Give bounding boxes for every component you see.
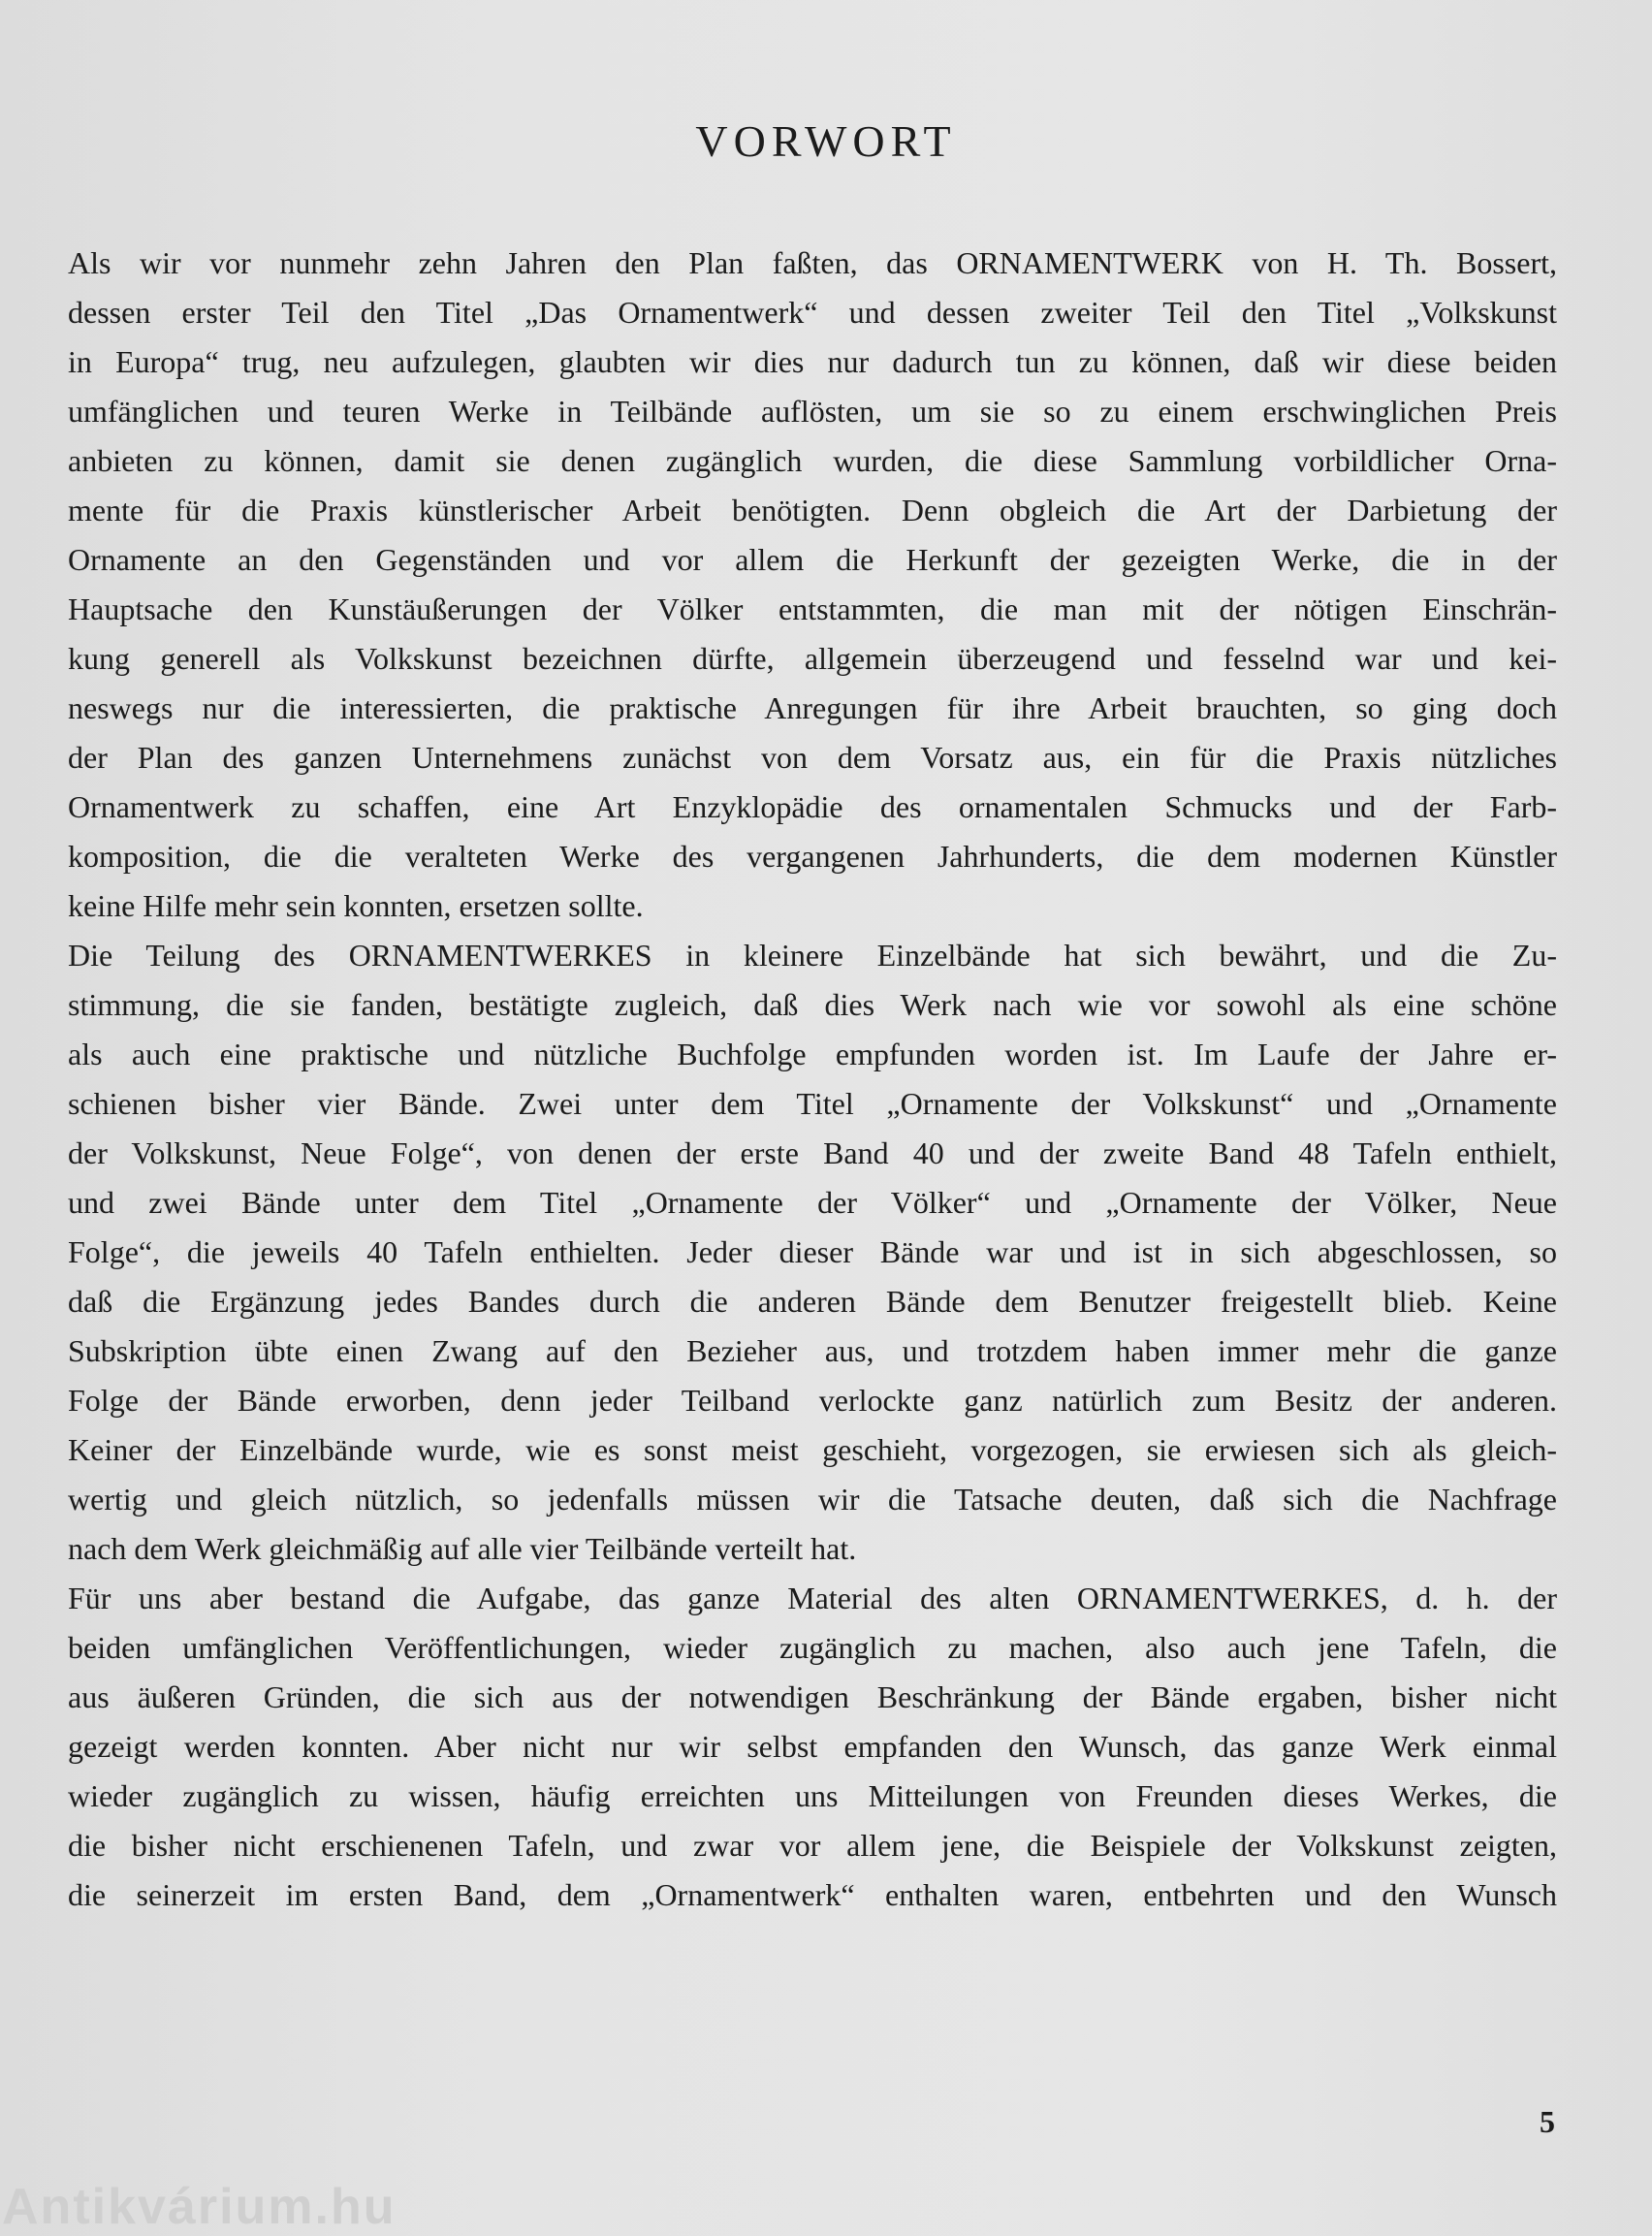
text-line: umfänglichen und teuren Werke in Teilbände auflösten, um sie so zu einem erschwinglichen Preis bbox=[68, 394, 1557, 429]
text-line: Keiner der Einzelbände wurde, wie es sonst meist geschieht, vorgezogen, sie erwiesen sich als gleich- bbox=[68, 1432, 1557, 1467]
text-line: Subskription übte einen Zwang auf den Bezieher aus, und trotzdem haben immer mehr die ganze bbox=[68, 1333, 1557, 1368]
text-line: mente für die Praxis künstlerischer Arbeit benötigten. Denn obgleich die Art der Darbietung der bbox=[68, 493, 1557, 527]
text-line: beiden umfänglichen Veröffentlichungen, wieder zugänglich zu machen, also auch jene Tafeln, die bbox=[68, 1630, 1557, 1665]
text-line: in Europa“ trug, neu aufzulegen, glaubten wir dies nur dadurch tun zu können, daß wir diese beiden bbox=[68, 344, 1557, 379]
text-line: keine Hilfe mehr sein konnten, ersetzen sollte. bbox=[68, 888, 644, 923]
text-line: anbieten zu können, damit sie denen zugänglich wurden, die diese Sammlung vorbildlicher Orna- bbox=[68, 443, 1557, 478]
text-line: Die Teilung des ORNAMENTWERKES in kleinere Einzelbände hat sich bewährt, und die Zu- bbox=[68, 938, 1557, 973]
text-line: Als wir vor nunmehr zehn Jahren den Plan faßten, das ORNAMENTWERK von H. Th. Bossert, bbox=[68, 245, 1557, 280]
text-line: gezeigt werden konnten. Aber nicht nur wir selbst empfanden den Wunsch, das ganze Werk einmal bbox=[68, 1729, 1557, 1764]
text-line: Hauptsache den Kunstäußerungen der Völker entstammten, die man mit der nötigen Einschrän- bbox=[68, 591, 1557, 626]
text-line: Für uns aber bestand die Aufgabe, das ganze Material des alten ORNAMENTWERKES, d. h. der bbox=[68, 1581, 1557, 1615]
text-line: daß die Ergänzung jedes Bandes durch die anderen Bände dem Benutzer freigestellt blieb. Keine bbox=[68, 1284, 1557, 1319]
page-title: VORWORT bbox=[695, 115, 957, 166]
text-line: Ornamentwerk zu schaffen, eine Art Enzyklopädie des ornamentalen Schmucks und der Farb- bbox=[68, 789, 1557, 824]
text-line: und zwei Bände unter dem Titel „Ornamente der Völker“ und „Ornamente der Völker, Neue bbox=[68, 1185, 1557, 1220]
text-line: wieder zugänglich zu wissen, häufig erreichten uns Mitteilungen von Freunden dieses Werkes, die bbox=[68, 1778, 1557, 1813]
text-line: dessen erster Teil den Titel „Das Ornamentwerk“ und dessen zweiter Teil den Titel „Volkskunst bbox=[68, 295, 1557, 330]
text-line: Folge“, die jeweils 40 Tafeln enthielten. Jeder dieser Bände war und ist in sich abgeschlossen, so bbox=[68, 1234, 1557, 1269]
text-line: nach dem Werk gleichmäßig auf alle vier Teilbände verteilt hat. bbox=[68, 1531, 857, 1566]
paragraph bbox=[68, 1574, 1557, 1920]
text-line: als auch eine praktische und nützliche Buchfolge empfunden worden ist. Im Laufe der Jahre er- bbox=[68, 1037, 1557, 1071]
body-text bbox=[68, 239, 1557, 1920]
text-line: stimmung, die sie fanden, bestätigte zugleich, daß dies Werk nach wie vor sowohl als eine schöne bbox=[68, 987, 1557, 1022]
paragraph bbox=[68, 239, 1557, 931]
page-number: 5 bbox=[1540, 2104, 1555, 2139]
text-line: Ornamente an den Gegenständen und vor allem die Herkunft der gezeigten Werke, die in der bbox=[68, 542, 1557, 577]
text-line: der Volkskunst, Neue Folge“, von denen der erste Band 40 und der zweite Band 48 Tafeln enthielt, bbox=[68, 1135, 1557, 1170]
text-line: schienen bisher vier Bände. Zwei unter dem Titel „Ornamente der Volkskunst“ und „Ornamente bbox=[68, 1086, 1557, 1121]
text-line: Folge der Bände erworben, denn jeder Teilband verlockte ganz natürlich zum Besitz der anderen. bbox=[68, 1383, 1557, 1418]
text-line: komposition, die die veralteten Werke des vergangenen Jahrhunderts, die dem modernen Künstler bbox=[68, 839, 1557, 874]
text-line: die seinerzeit im ersten Band, dem „Ornamentwerk“ enthalten waren, entbehrten und den Wunsch bbox=[68, 1877, 1557, 1912]
watermark: Antikvárium.hu bbox=[2, 2179, 397, 2235]
paragraph bbox=[68, 931, 1557, 1574]
text-line: wertig und gleich nützlich, so jedenfalls müssen wir die Tatsache deuten, daß sich die Nachfrage bbox=[68, 1482, 1557, 1517]
text-line: aus äußeren Gründen, die sich aus der notwendigen Beschränkung der Bände ergaben, bisher nicht bbox=[68, 1679, 1557, 1714]
text-line: kung generell als Volkskunst bezeichnen dürfte, allgemein überzeugend und fesselnd war und kei- bbox=[68, 641, 1557, 676]
text-line: die bisher nicht erschienenen Tafeln, und zwar vor allem jene, die Beispiele der Volkskunst zeigten, bbox=[68, 1828, 1557, 1863]
text-line: der Plan des ganzen Unternehmens zunächst von dem Vorsatz aus, ein für die Praxis nützliches bbox=[68, 740, 1557, 775]
text-line: neswegs nur die interessierten, die praktische Anregungen für ihre Arbeit brauchten, so ging doch bbox=[68, 690, 1557, 725]
